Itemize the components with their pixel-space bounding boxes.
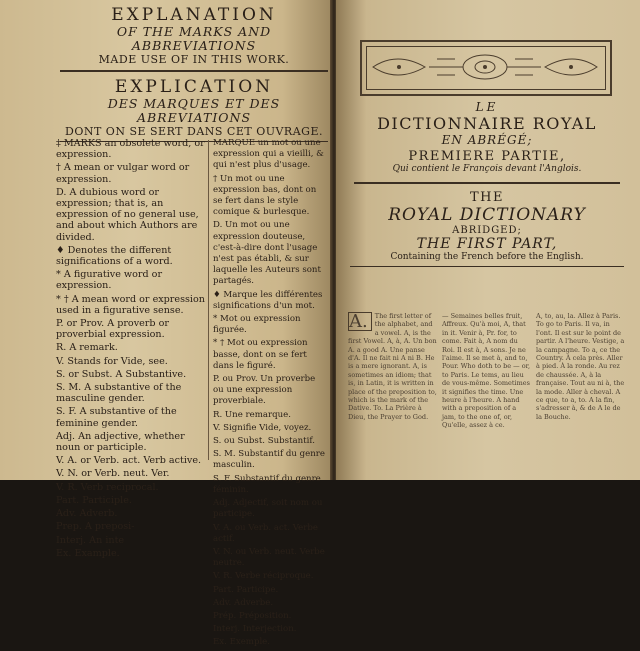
entry-en: V. N. or Verb. neut. Ver. — [56, 468, 170, 480]
entry-en: ♦ Denotes the different significations of a word. — [56, 244, 173, 268]
ornament-pattern-icon — [367, 47, 603, 87]
dictionary-column-2 — [442, 312, 532, 480]
entry-fr: † Un mot ou une expression bas, dont on se fert dans le style comique & burlesque. — [213, 173, 317, 218]
column-divider — [208, 140, 209, 460]
entry-fr: V. Signifie Vide, voyez. — [213, 422, 312, 433]
entry-en: Prep. A preposi- — [56, 521, 135, 533]
entry-fr: MARQUE un mot ou une expression qui a vieilli, & qui n'est plus d'usage. — [213, 138, 324, 171]
ornament-inner-border — [366, 46, 606, 90]
entry-fr: P. ou Prov. Un proverbe ou une expression proverbiale. — [213, 374, 316, 407]
title-en-abrege: EN ABRÉGÉ; — [441, 133, 533, 147]
french-column — [213, 138, 325, 651]
entry-fr: Part. Participe. — [213, 584, 279, 595]
title-abridged: ABRIDGED; — [452, 225, 522, 236]
entry-fr: D. Un mot ou une expression douteuse, c'est-à-dire dont l'usage n'est pas établi, & sur laquelle les Auteurs sont partagés. — [213, 220, 321, 287]
entry-fr: Adv. Adverbe. — [213, 597, 274, 608]
entry-fr: Adj. Adjectif, soit nom ou participe. — [213, 498, 323, 520]
entry-en: Adv. Adverb. — [56, 508, 118, 520]
entry-en: * A figurative word or expression. — [56, 269, 163, 292]
title-rule-bottom — [350, 266, 624, 267]
entry-en: R. A remark. — [56, 342, 118, 354]
title-royal-dictionary: ROYAL DICTIONARY — [388, 205, 586, 225]
entry-en: S. M. A substantive of the masculine gender. — [56, 382, 182, 405]
explanation-heading-block — [60, 6, 328, 72]
dictionary-column-1 — [348, 312, 438, 480]
explication-heading-block — [60, 78, 328, 142]
title-premiere-partie: PREMIERE PARTIE, — [408, 149, 566, 164]
title-the: THE — [470, 190, 504, 205]
entry-fr: * Mot ou expression figurée. — [213, 314, 301, 336]
entry-en: V. Stands for Vide, see. — [56, 355, 168, 367]
entry-fr: Interj. Interjection. — [213, 624, 297, 635]
entry-en: Adj. An adjective, whether noun or participle. — [56, 430, 185, 454]
title-qui-contient: Qui contient le François devant l'Anglois. — [392, 164, 582, 174]
entry-en: * † A mean word or expression used in a figurative sense. — [56, 293, 205, 316]
entry-en: Ex. Example. — [56, 547, 120, 559]
dictionary-text: A, to, au, la. Allez à Paris. To go to Paris. Il va, in l'ont. Il est sur le point de partir. A l'heure. Vestige, a la campagne. To a, ce the Country. À cela près. Aller à pied. À la ronde. Au rez de chaussée. A, à la française. Tout au ni à, the la mode. Aller à cheval. A ce que, to a, to. A la fin, s'adresser à, & de A le de la Bouche. — [536, 312, 625, 421]
entry-fr: S. F. Substantif du genre féminin. — [213, 473, 321, 495]
entry-en: Part. Participle. — [56, 494, 132, 506]
title-block — [340, 100, 634, 267]
entry-en: V. R. Verb reciprocal. — [56, 481, 159, 493]
marks-entries — [0, 138, 330, 648]
heading-marques-abreviations: DES MARQUES ET DES ABREVIATIONS — [107, 96, 281, 125]
title-containing: Containing the French before the English. — [390, 252, 584, 262]
entry-en: Interj. An inte — [56, 534, 125, 546]
heading-explication: EXPLICATION — [114, 77, 274, 97]
entry-fr: V. A. ou Verb. act. Verbe actif. — [213, 522, 318, 544]
dictionary-text: The first letter of the alphabet, and a vowel. A, is the first Vowel. A, à, A. Un bon A. a good A. Une panse d'A. Il ne fait ni A ni B. He is a mere ignorant. A, is sometimes an idiom; that is, in Latin, it is written in place of the preposition to, which is the mark of the Dative. To. La Prière à Dieu, the Prayer to God. — [348, 312, 437, 421]
entry-en: S. or Subst. A Substantive. — [56, 368, 187, 380]
title-le: LE — [475, 100, 499, 114]
dropcap-letter: A. — [348, 312, 372, 331]
entry-fr: V. N. ou Verb. neut. Verbe neutre. — [213, 546, 325, 569]
entry-fr: S. M. Substantif du genre masculin. — [213, 449, 325, 471]
title-dictionnaire-royal: DICTIONNAIRE ROYAL — [377, 114, 597, 133]
heading-marks-abbreviations: OF THE MARKS AND ABBREVIATIONS — [116, 24, 272, 53]
entry-fr: * † Mot ou expression basse, dont on se fert dans le figuré. — [213, 338, 308, 371]
entry-en: D. A dubious word or expression; that is, an expression of no general use, and about which Authors are divided. — [56, 186, 199, 243]
dictionary-column-3 — [536, 312, 626, 480]
decorative-ornament-border — [360, 40, 612, 96]
title-rule — [354, 182, 620, 184]
entry-fr: V. R. Verbe réciproque. — [213, 571, 314, 582]
heading-explanation: EXPLANATION — [111, 5, 277, 25]
entry-en: P. or Prov. A proverb or proverbial expression. — [56, 318, 169, 341]
dictionary-columns — [348, 312, 628, 480]
entry-fr: ♦ Marque les différentes significations d'un mot. — [213, 289, 323, 311]
entry-fr: Prép. Préposition. — [213, 610, 292, 621]
entry-fr: S. ou Subst. Substantif. — [213, 436, 315, 447]
title-first-part: THE FIRST PART, — [416, 236, 558, 252]
dictionary-text: — Semaines belles fruit, Affreux. Qu'à moi, A, that in it. Venir à, Pr. for, to come. Fait à, A nom du Roi. Il est à, A sons. Je ne l'aime. Il se met à, and to, Pour. Who doth to be — or, to Paris. Le tems, au lieu de vous-même. Sometimes it signifies the time. Une heure à l'heure. A hand with a preposition of a jam, to the one of, or, Qu'elle, assez à ce. — [442, 312, 531, 430]
entry-fr: Ex. Exemple. — [213, 637, 271, 648]
heading-rule — [60, 70, 328, 72]
entry-en: ‡ MARKS an obsolete word, or expression. — [56, 138, 205, 161]
entry-en: S. F. A substantive of the feminine gender. — [56, 406, 177, 429]
entry-en: † A mean or vulgar word or expression. — [56, 162, 190, 185]
heading-made-use: MADE USE OF IN THIS WORK. — [98, 53, 290, 66]
heading-dont-on-se-sert: DONT ON SE SERT DANS CET OUVRAGE. — [65, 125, 323, 138]
entry-fr: R. Une remarque. — [213, 409, 291, 420]
english-column — [56, 138, 206, 561]
entry-en: V. A. or Verb. act. Verb active. — [56, 455, 202, 467]
